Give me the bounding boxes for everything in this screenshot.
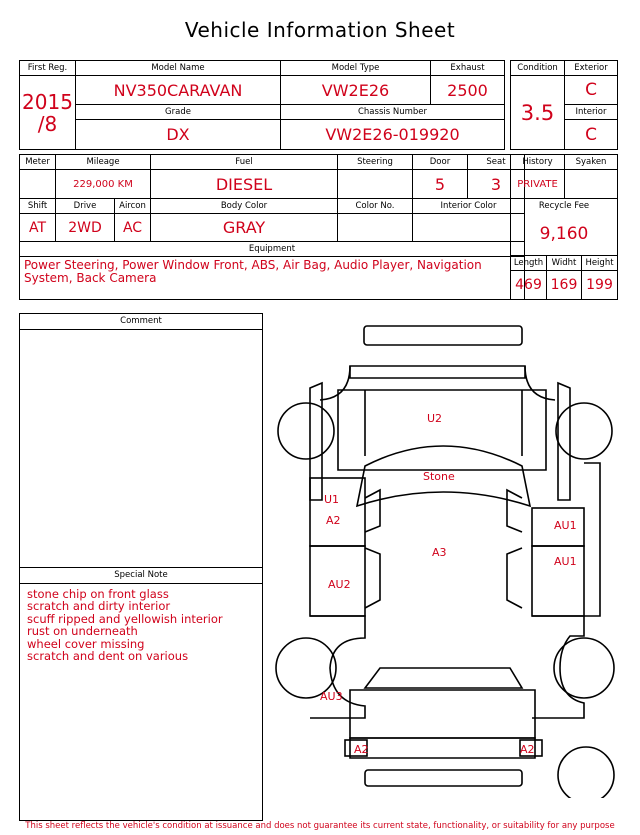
syaken-label: Syaken [565, 155, 618, 170]
front-right-wheel [556, 403, 612, 459]
history-table [510, 154, 618, 300]
model-name-label: Model Name [76, 61, 281, 76]
fuel-label: Fuel [151, 155, 338, 170]
damage-left-rear-door: AU2 [328, 578, 351, 591]
page-title: Vehicle Information Sheet [184, 18, 456, 42]
grade-label: Grade [76, 105, 281, 120]
condition-table [510, 60, 618, 150]
special-note-item: rust on underneath [27, 624, 138, 639]
special-note-item: scratch and dent on various [27, 649, 189, 664]
height-value: 199 [582, 271, 618, 300]
mileage-label: Mileage [56, 155, 151, 170]
seat-label: Seat [468, 155, 525, 170]
chassis-value: VW2E26-019920 [281, 120, 505, 150]
roof [338, 390, 546, 470]
right-rear-quarter [532, 616, 584, 718]
cargo-floor [365, 506, 522, 658]
damage-left-front-upper: U1 [324, 493, 340, 506]
shift-value: AT [20, 214, 56, 242]
meter-label: Meter [20, 155, 56, 170]
width-value: 169 [547, 271, 582, 300]
left-window-trim-1 [365, 490, 380, 532]
grade-value: DX [76, 120, 281, 150]
special-note-label: Special Note [20, 568, 262, 584]
special-note-item: stone chip on front glass [27, 587, 169, 601]
interior-grade: C [565, 120, 618, 150]
left-front-door [310, 478, 365, 546]
drive-value: 2WD [56, 214, 115, 242]
color-no-value [338, 214, 413, 242]
front-hood [350, 366, 525, 378]
rear-bumper [350, 738, 535, 758]
front-bumper [364, 326, 522, 345]
seat-value: 3 [468, 170, 525, 199]
aircon-label: Aircon [115, 199, 151, 214]
interior-color-value [413, 214, 525, 242]
steering-label: Steering [338, 155, 413, 170]
damage-rear-right-corner: A2 [520, 743, 535, 756]
special-note-box [19, 567, 263, 821]
damage-left-front-lower: A2 [326, 514, 341, 527]
aircon-value: AC [115, 214, 151, 242]
spare-tire [558, 747, 614, 798]
special-notes-list [20, 584, 262, 662]
recycle-fee-label: Recycle Fee [511, 199, 618, 214]
right-window-trim-2 [507, 548, 522, 608]
left-window-trim-2 [365, 548, 380, 608]
width-label: Widht [547, 256, 582, 271]
history-value: PRIVATE [511, 170, 565, 199]
vehicle-details-table [19, 154, 525, 300]
exhaust-value: 2500 [431, 76, 505, 105]
body-color-value: GRAY [151, 214, 338, 242]
history-label: History [511, 155, 565, 170]
damage-right-rear-door: AU1 [554, 555, 577, 568]
first-reg-value [20, 76, 76, 150]
interior-color-label: Interior Color [413, 199, 525, 214]
equipment-value: Power Steering, Power Window Front, ABS, Air Bag, Audio Player, Navigation System, Back Camera [20, 257, 525, 300]
door-value: 5 [413, 170, 468, 199]
special-note-item: wheel cover missing [27, 636, 145, 651]
special-note-item: scuff ripped and yellowish interior [27, 611, 223, 626]
front-right-wheel-arch [525, 366, 555, 400]
damage-left-rear-quarter: AU3 [320, 690, 343, 703]
right-front-fender [558, 383, 570, 500]
length-label: Length [511, 256, 547, 271]
front-left-wheel-arch [320, 366, 350, 400]
meter-value [20, 170, 56, 199]
body-color-label: Body Color [151, 199, 338, 214]
interior-label: Interior [565, 105, 618, 120]
syaken-value [565, 170, 618, 199]
first-reg-year: 2015 [22, 89, 73, 114]
right-window-trim-1 [507, 490, 522, 532]
model-type-label: Model Type [281, 61, 431, 76]
recycle-fee-value: 9,160 [511, 214, 618, 256]
mileage-value: 229,000 KM [56, 170, 151, 199]
condition-label: Condition [511, 61, 565, 76]
right-side-panel [584, 463, 600, 616]
model-name-value: NV350CARAVAN [76, 76, 281, 105]
equipment-label: Equipment [20, 242, 525, 257]
drive-label: Drive [56, 199, 115, 214]
tailgate [350, 690, 535, 738]
model-type-value: VW2E26 [281, 76, 431, 105]
condition-score: 3.5 [511, 76, 565, 150]
car-damage-diagram [270, 318, 620, 798]
length-value: 469 [511, 271, 547, 300]
comment-box [19, 313, 263, 568]
height-label: Height [582, 256, 618, 271]
exterior-grade: C [565, 76, 618, 105]
damage-windshield: Stone [423, 470, 455, 483]
exhaust-label: Exhaust [431, 61, 505, 76]
front-left-wheel [278, 403, 334, 459]
steering-value [338, 170, 413, 199]
shift-label: Shift [20, 199, 56, 214]
fuel-value: DIESEL [151, 170, 338, 199]
door-label: Door [413, 155, 468, 170]
color-no-label: Color No. [338, 199, 413, 214]
rear-window [365, 668, 522, 688]
disclaimer-footer: This sheet reflects the vehicle's condition at issuance and does not guarantee its current state, functionality, or suitability for any purpose [25, 821, 615, 831]
damage-roof: U2 [427, 412, 443, 425]
first-reg-month: /8 [37, 111, 58, 136]
exterior-label: Exterior [565, 61, 618, 76]
comment-label: Comment [20, 314, 262, 330]
first-reg-label: First Reg. [20, 61, 76, 76]
vehicle-main-table [19, 60, 505, 150]
rear-step [365, 770, 522, 786]
damage-right-front-door: AU1 [554, 519, 577, 532]
chassis-label: Chassis Number [281, 105, 505, 120]
rear-left-wheel [276, 638, 336, 698]
comment-text [20, 330, 262, 334]
special-note-item: scratch and dirty interior [27, 599, 171, 614]
damage-floor: A3 [432, 546, 447, 559]
damage-rear-left-corner: A2 [354, 743, 369, 756]
